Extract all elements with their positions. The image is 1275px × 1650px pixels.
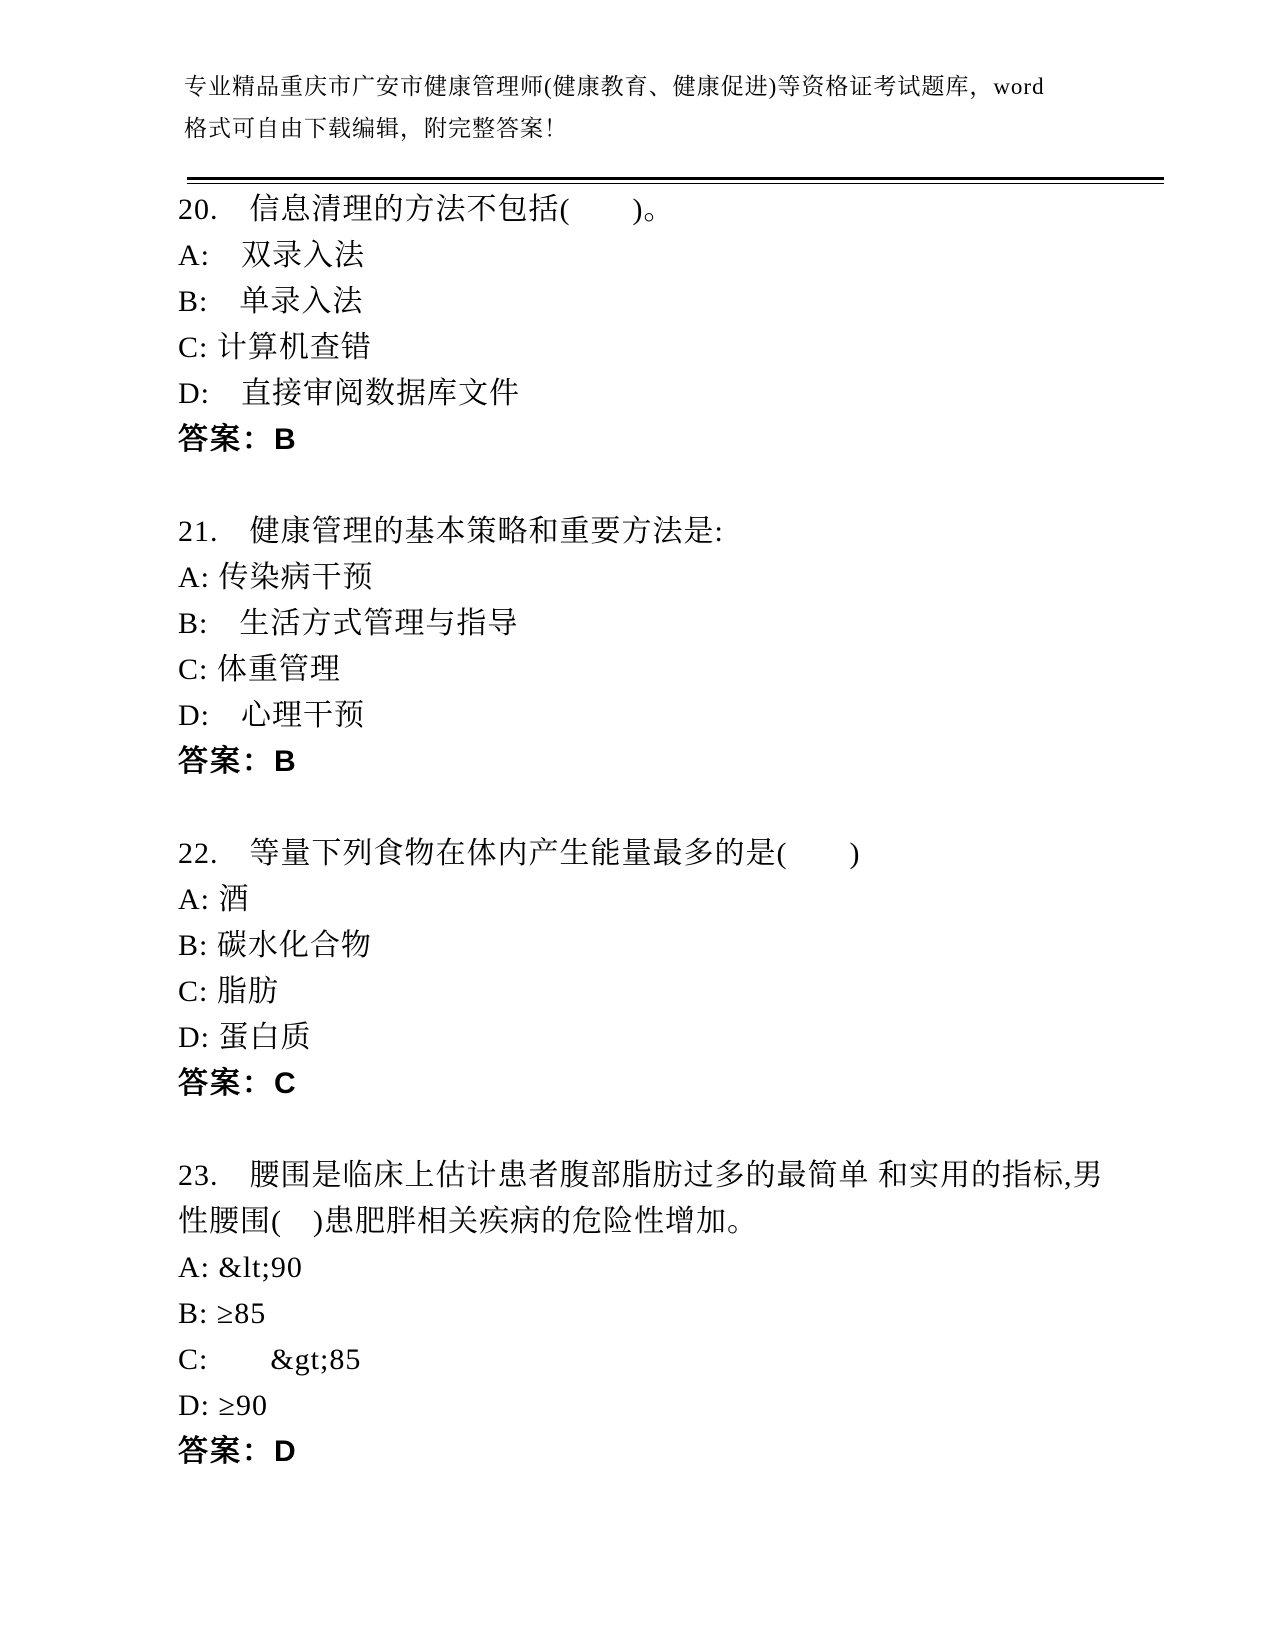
question-text-line: 23. 腰围是临床上估计患者腹部脂肪过多的最简单 和实用的指标,男 xyxy=(178,1159,1104,1192)
question-20 xyxy=(178,187,1128,463)
option-a: A: 传染病干预 xyxy=(178,561,374,594)
option-c: C: 计算机查错 xyxy=(178,331,372,364)
option-d: D: 心理干预 xyxy=(178,699,365,732)
question-22 xyxy=(178,831,1128,1107)
option-b: B: 生活方式管理与指导 xyxy=(178,607,519,640)
header-line-1: 专业精品重庆市广安市健康管理师(健康教育、健康促进)等资格证考试题库，word xyxy=(184,74,1045,99)
question-23 xyxy=(178,1153,1128,1475)
header-divider-line xyxy=(187,177,1164,184)
option-b: B: 单录入法 xyxy=(178,285,364,318)
header-line-2: 格式可自由下载编辑，附完整答案！ xyxy=(184,116,568,141)
question-text-line: 21. 健康管理的基本策略和重要方法是: xyxy=(178,515,724,548)
option-b: B: ≥85 xyxy=(178,1297,267,1330)
question-text-line: 性腰围( )患肥胖相关疾病的危险性增加。 xyxy=(178,1205,758,1238)
option-d: D: 蛋白质 xyxy=(178,1021,312,1054)
answer-line: 答案：D xyxy=(178,1435,298,1468)
question-21 xyxy=(178,509,1128,785)
question-text-line: 20. 信息清理的方法不包括( )。 xyxy=(178,193,675,226)
page-header xyxy=(184,66,1119,150)
questions-area xyxy=(178,187,1128,1475)
option-a: A: &lt;90 xyxy=(178,1251,303,1284)
option-c: C: 体重管理 xyxy=(178,653,341,686)
option-c: C: &gt;85 xyxy=(178,1343,362,1376)
option-d: D: ≥90 xyxy=(178,1389,268,1422)
answer-line: 答案：B xyxy=(178,423,298,456)
answer-line: 答案：B xyxy=(178,745,298,778)
option-a: A: 酒 xyxy=(178,883,250,916)
option-a: A: 双录入法 xyxy=(178,239,365,272)
question-text-line: 22. 等量下列食物在体内产生能量最多的是( ) xyxy=(178,837,861,870)
option-d: D: 直接审阅数据库文件 xyxy=(178,377,520,410)
answer-line: 答案：C xyxy=(178,1067,298,1100)
option-b: B: 碳水化合物 xyxy=(178,929,372,962)
option-c: C: 脂肪 xyxy=(178,975,279,1008)
